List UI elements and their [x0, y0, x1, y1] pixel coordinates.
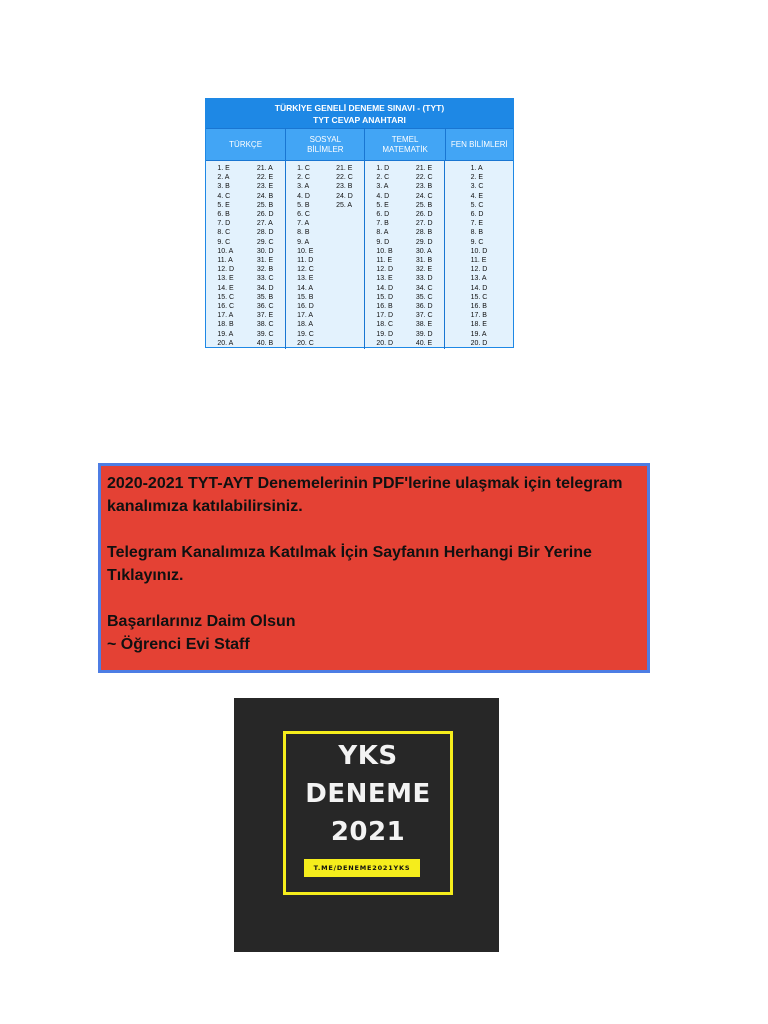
answer-item: 19. C — [297, 330, 314, 338]
answer-item: 1. A — [470, 165, 483, 172]
poster-telegram-link[interactable]: T.ME/DENEME2021YKS — [304, 859, 420, 877]
answer-item: 6. B — [217, 211, 230, 219]
answer-item: 14. D — [470, 284, 488, 292]
answer-item: 37. C — [415, 312, 433, 320]
answer-item: 30. D — [256, 247, 274, 255]
answer-item: 1. C — [297, 165, 310, 172]
answer-item: 39. D — [415, 330, 433, 338]
answer-item: 39. C — [256, 330, 274, 338]
answer-item: 5. E — [376, 201, 389, 209]
yks-deneme-poster[interactable] — [234, 698, 499, 952]
answer-item: 19. A — [470, 330, 487, 338]
section-header-fen: FEN BİLİMLERİ — [450, 139, 508, 149]
answer-item: 21. E — [415, 165, 433, 172]
answer-item: 20. D — [470, 339, 488, 347]
answer-item: 26. D — [415, 211, 433, 219]
answer-key-title: TÜRKİYE GENELİ DENEME SINAVI - (TYT) — [274, 103, 445, 113]
answer-item: 13. E — [217, 275, 234, 283]
answer-item: 18. B — [217, 321, 234, 329]
answer-item: 14. E — [217, 284, 234, 292]
answer-item: 6. D — [376, 211, 390, 219]
answer-item: 4. D — [376, 192, 390, 200]
answer-item: 31. B — [415, 257, 433, 265]
answer-item: 7. A — [297, 220, 310, 228]
answer-item: 11. E — [470, 257, 487, 265]
answer-item: 9. D — [376, 238, 390, 246]
answer-item: 23. B — [336, 183, 353, 191]
answer-column — [257, 164, 274, 349]
poster-frame — [283, 731, 453, 895]
answer-item: 27. A — [256, 220, 273, 228]
answer-item: 29. C — [256, 238, 274, 246]
answer-item: 28. B — [415, 229, 433, 237]
answer-item: 9. C — [470, 238, 484, 246]
answer-column — [376, 164, 393, 349]
answer-item: 20. A — [217, 339, 234, 347]
answer-item: 32. B — [256, 266, 274, 274]
answer-item: 13. E — [376, 275, 393, 283]
answer-key-section-headers — [206, 128, 513, 161]
answer-section-2 — [365, 161, 445, 349]
answer-item: 13. E — [297, 275, 314, 283]
answer-item: 24. B — [256, 192, 274, 200]
answer-item: 27. D — [415, 220, 433, 228]
answer-item: 10. A — [217, 247, 234, 255]
answer-section-3 — [445, 161, 513, 349]
answer-item: 14. D — [376, 284, 394, 292]
answer-item: 37. E — [256, 312, 274, 320]
answer-section-0 — [206, 161, 286, 349]
answer-item: 15. C — [470, 293, 488, 301]
answer-item: 6. C — [297, 211, 310, 219]
answer-item: 4. C — [217, 192, 231, 200]
notice-paragraph-1: 2020-2021 TYT-AYT Denemelerinin PDF'lerine ulaşmak için telegram kanalımıza katılabilirsiniz. — [107, 475, 623, 515]
answer-key-body — [206, 161, 513, 349]
answer-item: 7. D — [217, 220, 231, 228]
answer-column — [471, 164, 488, 349]
answer-item: 18. C — [376, 321, 394, 329]
answer-item: 15. C — [217, 293, 235, 301]
answer-column — [416, 164, 433, 349]
answer-item: 5. C — [470, 201, 484, 209]
answer-item: 16. D — [297, 303, 314, 311]
notice-signature: Başarılarınız Daim Olsun ~ Öğrenci Evi Staff — [107, 613, 296, 653]
answer-item: 18. E — [470, 321, 487, 329]
answer-item: 19. D — [376, 330, 394, 338]
answer-item: 23. E — [256, 183, 274, 191]
answer-item: 20. C — [297, 339, 314, 347]
section-header-sosyal: SOSYAL BİLİMLER — [286, 129, 365, 160]
answer-item: 22. E — [256, 174, 274, 182]
answer-item: 34. C — [415, 284, 433, 292]
answer-key-table — [205, 98, 514, 348]
answer-key-subtitle: TYT CEVAP ANAHTARI — [313, 115, 406, 125]
answer-item: 17. A — [297, 312, 314, 320]
answer-item: 33. C — [256, 275, 274, 283]
answer-item: 35. C — [415, 293, 433, 301]
poster-line-deneme: DENEME — [305, 779, 431, 809]
answer-item: 10. E — [297, 247, 314, 255]
answer-item: 1. E — [217, 165, 230, 172]
answer-item: 2. C — [297, 174, 310, 182]
answer-item: 5. E — [217, 201, 230, 209]
answer-item: 12. C — [297, 266, 314, 274]
poster-line-year: 2021 — [330, 817, 406, 847]
answer-item: 15. D — [376, 293, 394, 301]
answer-item: 35. B — [256, 293, 274, 301]
answer-item: 7. E — [470, 220, 484, 228]
answer-item: 29. D — [415, 238, 433, 246]
answer-item: 3. B — [217, 183, 230, 191]
answer-item: 11. E — [376, 257, 393, 265]
answer-item: 12. D — [376, 266, 394, 274]
answer-item: 26. D — [256, 211, 274, 219]
answer-item: 17. A — [217, 312, 234, 320]
answer-column — [297, 164, 314, 349]
section-header-matematik: TEMEL MATEMATİK — [365, 129, 445, 160]
answer-item: 3. C — [470, 183, 484, 191]
answer-item: 1. D — [376, 165, 390, 172]
answer-item: 21. A — [256, 165, 273, 172]
answer-item: 17. D — [376, 312, 394, 320]
answer-key-header — [206, 99, 513, 128]
answer-item: 3. A — [376, 183, 389, 191]
answer-item: 9. A — [297, 238, 310, 246]
answer-item: 2. E — [470, 174, 484, 182]
answer-item: 4. E — [470, 192, 484, 200]
answer-item: 13. A — [470, 275, 487, 283]
answer-item: 2. A — [217, 174, 230, 182]
answer-item: 31. E — [256, 257, 274, 265]
answer-item: 10. B — [376, 247, 393, 255]
answer-item: 33. D — [415, 275, 433, 283]
answer-item: 30. A — [415, 247, 432, 255]
answer-item: 10. D — [470, 247, 488, 255]
answer-item: 9. C — [217, 238, 231, 246]
answer-item: 5. B — [297, 201, 310, 209]
answer-item: 8. B — [470, 229, 484, 237]
answer-item: 17. B — [470, 312, 487, 320]
answer-section-1 — [286, 161, 365, 349]
answer-item: 32. E — [415, 266, 433, 274]
answer-column — [336, 164, 353, 349]
answer-item: 16. B — [470, 303, 487, 311]
answer-item: 14. A — [297, 284, 314, 292]
answer-item: 36. D — [415, 303, 433, 311]
answer-item: 12. D — [217, 266, 235, 274]
answer-item: 7. B — [376, 220, 389, 228]
answer-item: 38. E — [415, 321, 433, 329]
answer-item: 25. A — [336, 201, 353, 209]
answer-item: 38. C — [256, 321, 274, 329]
answer-item: 8. A — [376, 229, 389, 237]
section-header-turkce: TÜRKÇE — [206, 129, 286, 160]
answer-item: 23. B — [415, 183, 433, 191]
answer-item: 16. C — [217, 303, 235, 311]
answer-item: 40. E — [415, 339, 433, 347]
answer-item: 20. D — [376, 339, 394, 347]
answer-item: 34. D — [256, 284, 274, 292]
telegram-notice-box[interactable] — [98, 463, 650, 673]
answer-item: 2. C — [376, 174, 390, 182]
answer-item: 40. B — [256, 339, 274, 347]
answer-item: 25. B — [256, 201, 274, 209]
answer-item: 24. C — [415, 192, 433, 200]
answer-item: 28. D — [256, 229, 274, 237]
answer-item: 6. D — [470, 211, 484, 219]
answer-item: 8. B — [297, 229, 310, 237]
answer-item: 16. B — [376, 303, 393, 311]
answer-column — [217, 164, 234, 349]
answer-item: 21. E — [336, 165, 353, 172]
answer-item: 4. D — [297, 192, 310, 200]
answer-item: 8. C — [217, 229, 231, 237]
answer-item: 19. A — [217, 330, 234, 338]
answer-item: 11. A — [217, 257, 233, 265]
answer-item: 18. A — [297, 321, 314, 329]
notice-paragraph-2: Telegram Kanalımıza Katılmak İçin Sayfanın Herhangi Bir Yerine Tıklayınız. — [107, 544, 592, 584]
answer-item: 12. D — [470, 266, 488, 274]
answer-item: 15. B — [297, 293, 314, 301]
answer-item: 11. D — [297, 257, 314, 265]
answer-item: 3. A — [297, 183, 310, 191]
answer-item: 22. C — [415, 174, 433, 182]
poster-line-yks: YKS — [338, 741, 398, 771]
answer-item: 25. B — [415, 201, 433, 209]
answer-item: 36. C — [256, 303, 274, 311]
answer-item: 24. D — [336, 192, 353, 200]
answer-item: 22. C — [336, 174, 353, 182]
